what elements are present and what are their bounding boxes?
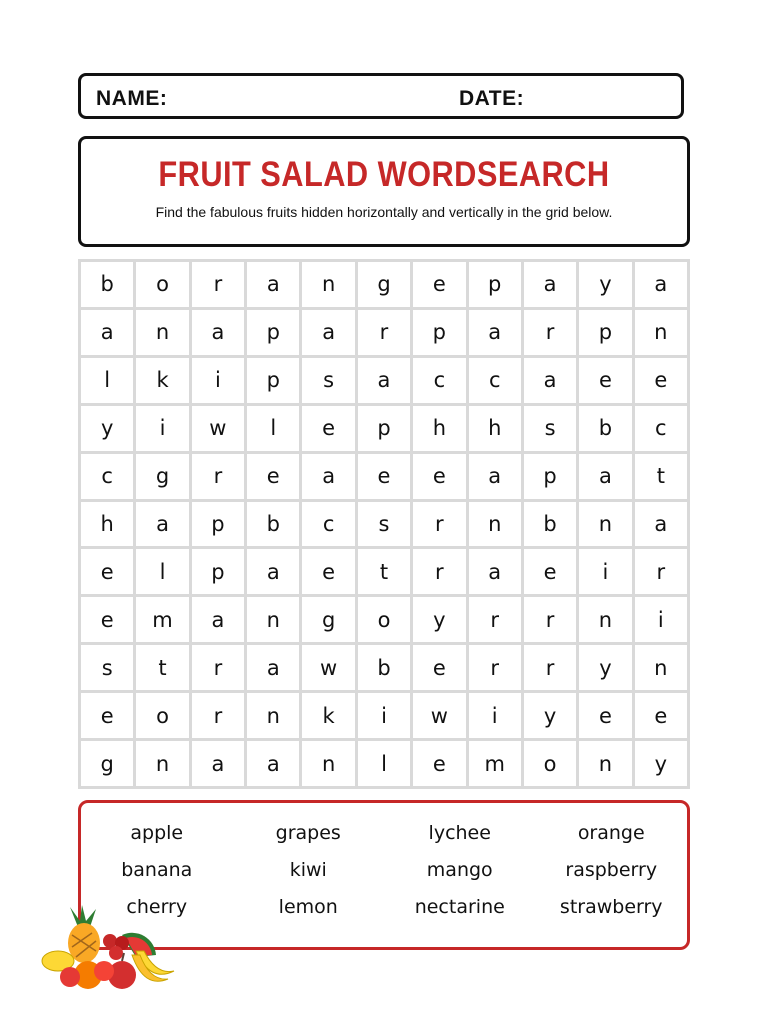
grid-cell: b	[579, 406, 631, 451]
word-list-item: apple	[130, 822, 184, 844]
grid-cell: n	[302, 262, 354, 307]
grid-cell: e	[413, 741, 465, 786]
grid-cell: n	[247, 597, 299, 642]
word-list-item: cherry	[126, 896, 188, 918]
grid-cell: r	[469, 597, 521, 642]
grid-cell: i	[579, 549, 631, 594]
grid-cell: r	[524, 645, 576, 690]
grid-cell: p	[192, 549, 244, 594]
grid-cell: e	[635, 358, 687, 403]
grid-cell: n	[635, 645, 687, 690]
grid-cell: l	[81, 358, 133, 403]
grid-cell: a	[469, 310, 521, 355]
grid-cell: p	[469, 262, 521, 307]
grid-cell: s	[358, 502, 410, 547]
fruit-basket-icon	[40, 905, 180, 995]
grid-cell: w	[192, 406, 244, 451]
grid-cell: n	[247, 693, 299, 738]
grid-cell: t	[635, 454, 687, 499]
grid-cell: k	[302, 693, 354, 738]
grid-cell: r	[413, 549, 465, 594]
grid-cell: e	[579, 693, 631, 738]
grid-cell: c	[81, 454, 133, 499]
grid-cell: p	[247, 310, 299, 355]
title-box	[78, 136, 690, 247]
grid-cell: r	[635, 549, 687, 594]
grid-cell: a	[302, 310, 354, 355]
grid-cell: n	[302, 741, 354, 786]
grid-cell: a	[469, 454, 521, 499]
grid-cell: a	[247, 645, 299, 690]
word-list-item: nectarine	[414, 896, 505, 918]
grid-cell: e	[302, 549, 354, 594]
grid-cell: i	[358, 693, 410, 738]
grid-cell: a	[469, 549, 521, 594]
date-label: DATE:	[459, 87, 525, 110]
word-list-item: grapes	[275, 822, 341, 844]
word-list-item: lychee	[428, 822, 491, 844]
grid-cell: c	[635, 406, 687, 451]
grid-cell: b	[524, 502, 576, 547]
grid-cell: a	[192, 597, 244, 642]
grid-cell: w	[302, 645, 354, 690]
page-title: FRUIT SALAD WORDSEARCH	[158, 155, 610, 194]
grid-cell: a	[192, 741, 244, 786]
grid-cell: a	[247, 549, 299, 594]
grid-cell: p	[192, 502, 244, 547]
grid-cell: p	[579, 310, 631, 355]
word-list-item: kiwi	[289, 859, 327, 881]
grid-cell: o	[136, 693, 188, 738]
grid-cell: k	[136, 358, 188, 403]
letter-grid	[78, 259, 690, 789]
grid-cell: e	[81, 693, 133, 738]
instructions: Find the fabulous fruits hidden horizontally and vertically in the grid below.	[155, 204, 613, 220]
grid-cell: s	[524, 406, 576, 451]
name-label: NAME:	[96, 87, 168, 110]
grid-cell: r	[192, 454, 244, 499]
grid-cell: l	[358, 741, 410, 786]
grid-cell: a	[81, 310, 133, 355]
grid-cell: y	[81, 406, 133, 451]
grid-cell: e	[635, 693, 687, 738]
grid-cell: e	[81, 597, 133, 642]
grid-cell: y	[635, 741, 687, 786]
grid-cell: a	[136, 502, 188, 547]
grid-cell: n	[136, 310, 188, 355]
grid-cell: n	[469, 502, 521, 547]
grid-cell: e	[247, 454, 299, 499]
grid-cell: n	[579, 597, 631, 642]
grid-cell: o	[358, 597, 410, 642]
word-list-item: mango	[426, 859, 493, 881]
word-list-item: banana	[121, 859, 193, 881]
grid-cell: a	[247, 741, 299, 786]
grid-cell: a	[192, 310, 244, 355]
grid-cell: o	[524, 741, 576, 786]
word-list-item: lemon	[278, 896, 338, 918]
grid-cell: c	[302, 502, 354, 547]
grid-cell: r	[524, 310, 576, 355]
name-date-box	[78, 73, 684, 119]
grid-cell: r	[192, 262, 244, 307]
grid-cell: t	[358, 549, 410, 594]
grid-cell: i	[192, 358, 244, 403]
grid-cell: a	[358, 358, 410, 403]
grid-cell: r	[524, 597, 576, 642]
grid-cell: a	[579, 454, 631, 499]
grid-cell: c	[413, 358, 465, 403]
grid-cell: e	[579, 358, 631, 403]
grid-cell: b	[81, 262, 133, 307]
grid-cell: r	[358, 310, 410, 355]
grid-cell: e	[358, 454, 410, 499]
grid-cell: a	[524, 358, 576, 403]
grid-cell: i	[635, 597, 687, 642]
grid-cell: a	[524, 262, 576, 307]
grid-cell: i	[469, 693, 521, 738]
grid-cell: g	[81, 741, 133, 786]
grid-cell: y	[413, 597, 465, 642]
word-list-item: raspberry	[565, 859, 658, 881]
grid-cell: l	[247, 406, 299, 451]
grid-cell: y	[524, 693, 576, 738]
word-list-item: orange	[577, 822, 645, 844]
grid-cell: h	[469, 406, 521, 451]
grid-cell: g	[358, 262, 410, 307]
grid-cell: a	[247, 262, 299, 307]
grid-cell: o	[136, 262, 188, 307]
grid-cell: e	[302, 406, 354, 451]
grid-cell: s	[81, 645, 133, 690]
grid-cell: p	[524, 454, 576, 499]
grid-cell: h	[81, 502, 133, 547]
grid-cell: e	[81, 549, 133, 594]
grid-cell: r	[413, 502, 465, 547]
grid-cell: r	[469, 645, 521, 690]
grid-cell: h	[413, 406, 465, 451]
grid-cell: y	[579, 645, 631, 690]
grid-cell: p	[358, 406, 410, 451]
grid-cell: y	[579, 262, 631, 307]
grid-cell: e	[413, 645, 465, 690]
grid-cell: e	[524, 549, 576, 594]
grid-cell: r	[192, 645, 244, 690]
grid-cell: e	[413, 262, 465, 307]
grid-cell: s	[302, 358, 354, 403]
grid-cell: b	[358, 645, 410, 690]
grid-cell: w	[413, 693, 465, 738]
word-list-item: strawberry	[559, 896, 663, 918]
grid-cell: t	[136, 645, 188, 690]
grid-cell: n	[579, 502, 631, 547]
grid-cell: g	[136, 454, 188, 499]
grid-cell: b	[247, 502, 299, 547]
grid-cell: r	[192, 693, 244, 738]
grid-cell: e	[413, 454, 465, 499]
grid-cell: n	[635, 310, 687, 355]
grid-cell: n	[579, 741, 631, 786]
grid-cell: c	[469, 358, 521, 403]
grid-cell: p	[413, 310, 465, 355]
grid-cell: p	[247, 358, 299, 403]
grid-cell: m	[136, 597, 188, 642]
grid-cell: a	[635, 262, 687, 307]
grid-cell: i	[136, 406, 188, 451]
grid-cell: l	[136, 549, 188, 594]
grid-cell: m	[469, 741, 521, 786]
grid-cell: a	[635, 502, 687, 547]
grid-cell: a	[302, 454, 354, 499]
grid-cell: n	[136, 741, 188, 786]
grid-cell: g	[302, 597, 354, 642]
